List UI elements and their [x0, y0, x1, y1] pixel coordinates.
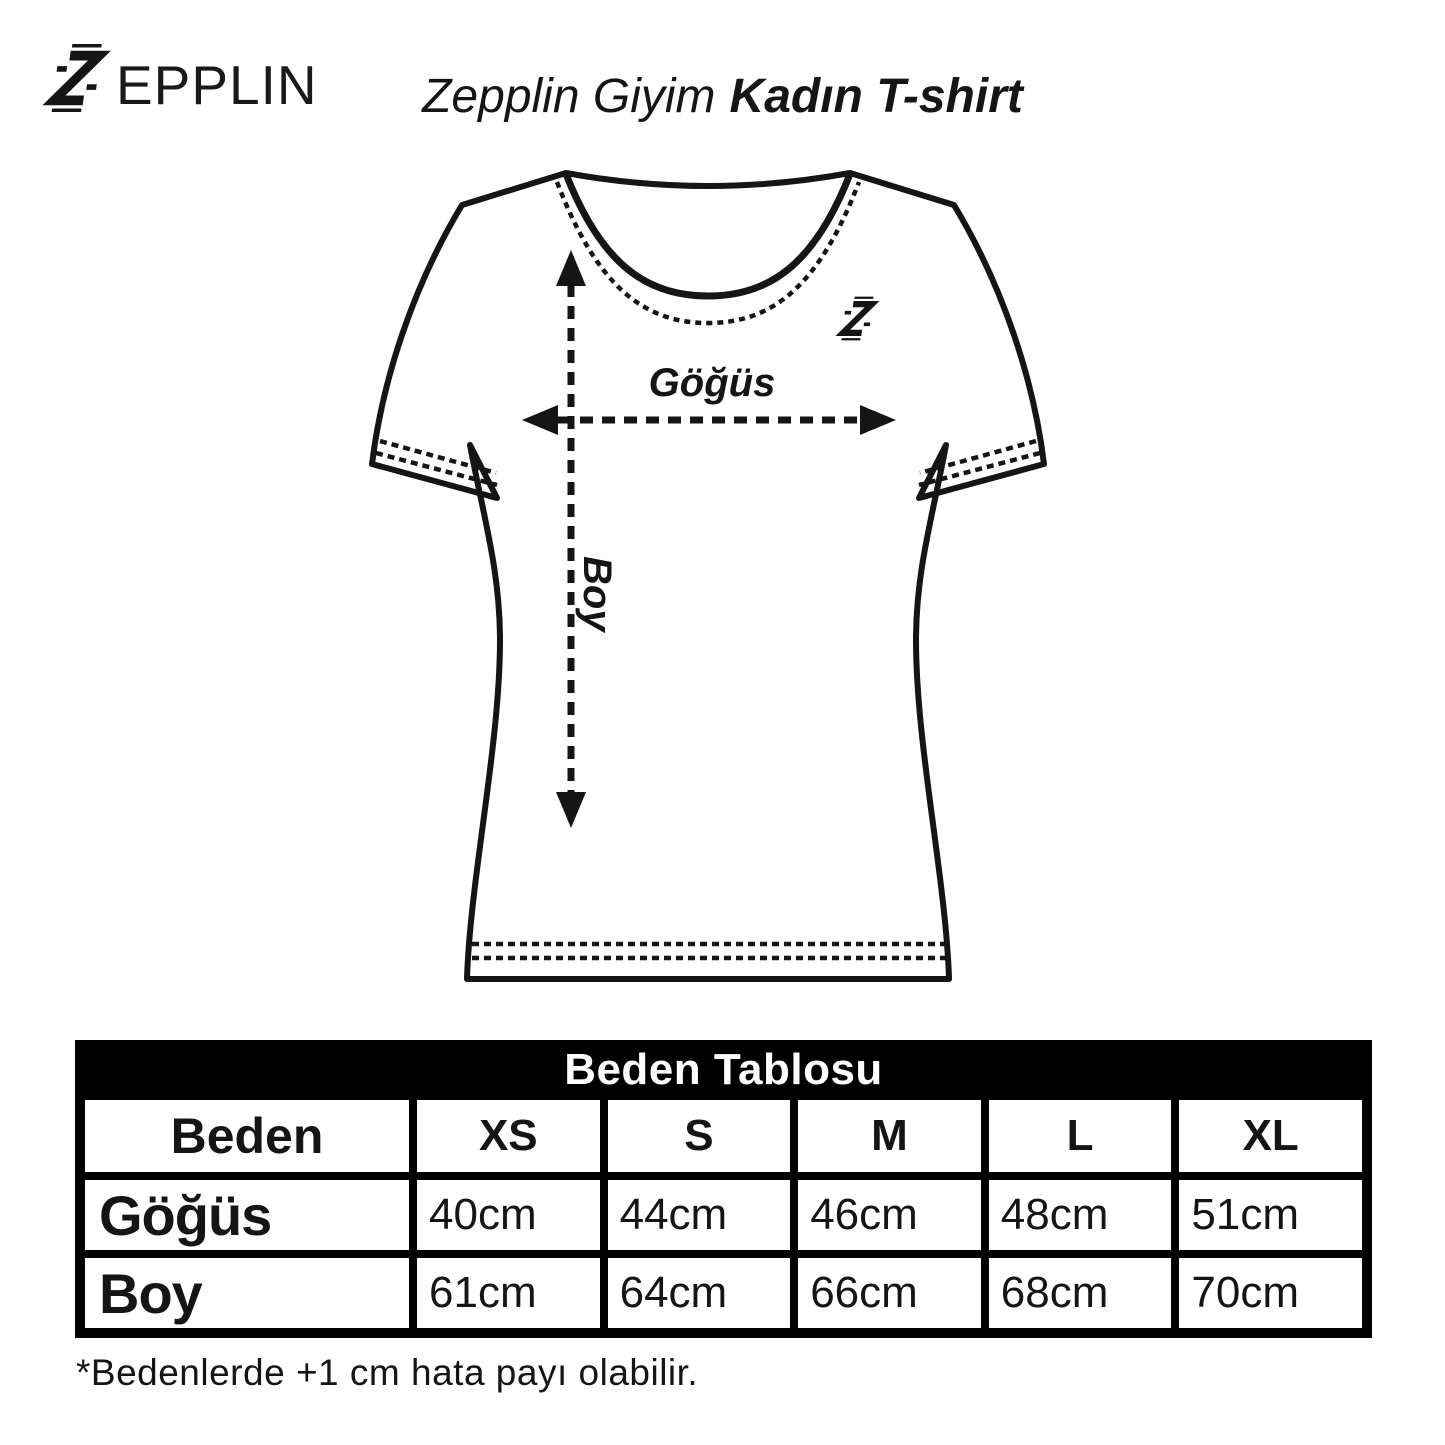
length-value-m: 66cm [798, 1258, 981, 1328]
size-col-header-l: L [989, 1100, 1172, 1172]
footnote: *Bedenlerde +1 cm hata payı olabilir. [76, 1352, 699, 1393]
row-header-length: Boy [85, 1258, 409, 1328]
chest-value-l: 48cm [989, 1180, 1172, 1250]
length-value-s: 64cm [608, 1258, 791, 1328]
chest-value-xs: 40cm [417, 1180, 600, 1250]
size-table-title: Beden Tablosu [564, 1045, 883, 1094]
length-value-xl: 70cm [1179, 1258, 1362, 1328]
chest-value-m: 46cm [798, 1180, 981, 1250]
chest-value-s: 44cm [608, 1180, 791, 1250]
size-col-header-s: S [608, 1100, 791, 1172]
row-header-chest: Göğüs [85, 1180, 409, 1250]
size-col-header-xs: XS [417, 1100, 600, 1172]
brand-wordmark: EPPLIN [116, 54, 318, 116]
title-regular: Zepplin Giyim [422, 70, 716, 123]
chest-value-xl: 51cm [1179, 1180, 1362, 1250]
length-value-xs: 61cm [417, 1258, 600, 1328]
chest-measure-label: Göğüs [648, 361, 776, 405]
size-table-grid [75, 1100, 1372, 1338]
size-col-header-xl: XL [1179, 1100, 1362, 1172]
size-col-header-m: M [798, 1100, 981, 1172]
length-value-l: 68cm [989, 1258, 1172, 1328]
size-table-corner-header: Beden [85, 1100, 409, 1172]
length-measure-label: Boy [575, 556, 619, 632]
title-bold: Kadın T-shirt [729, 70, 1023, 123]
size-table [75, 1040, 1372, 1338]
